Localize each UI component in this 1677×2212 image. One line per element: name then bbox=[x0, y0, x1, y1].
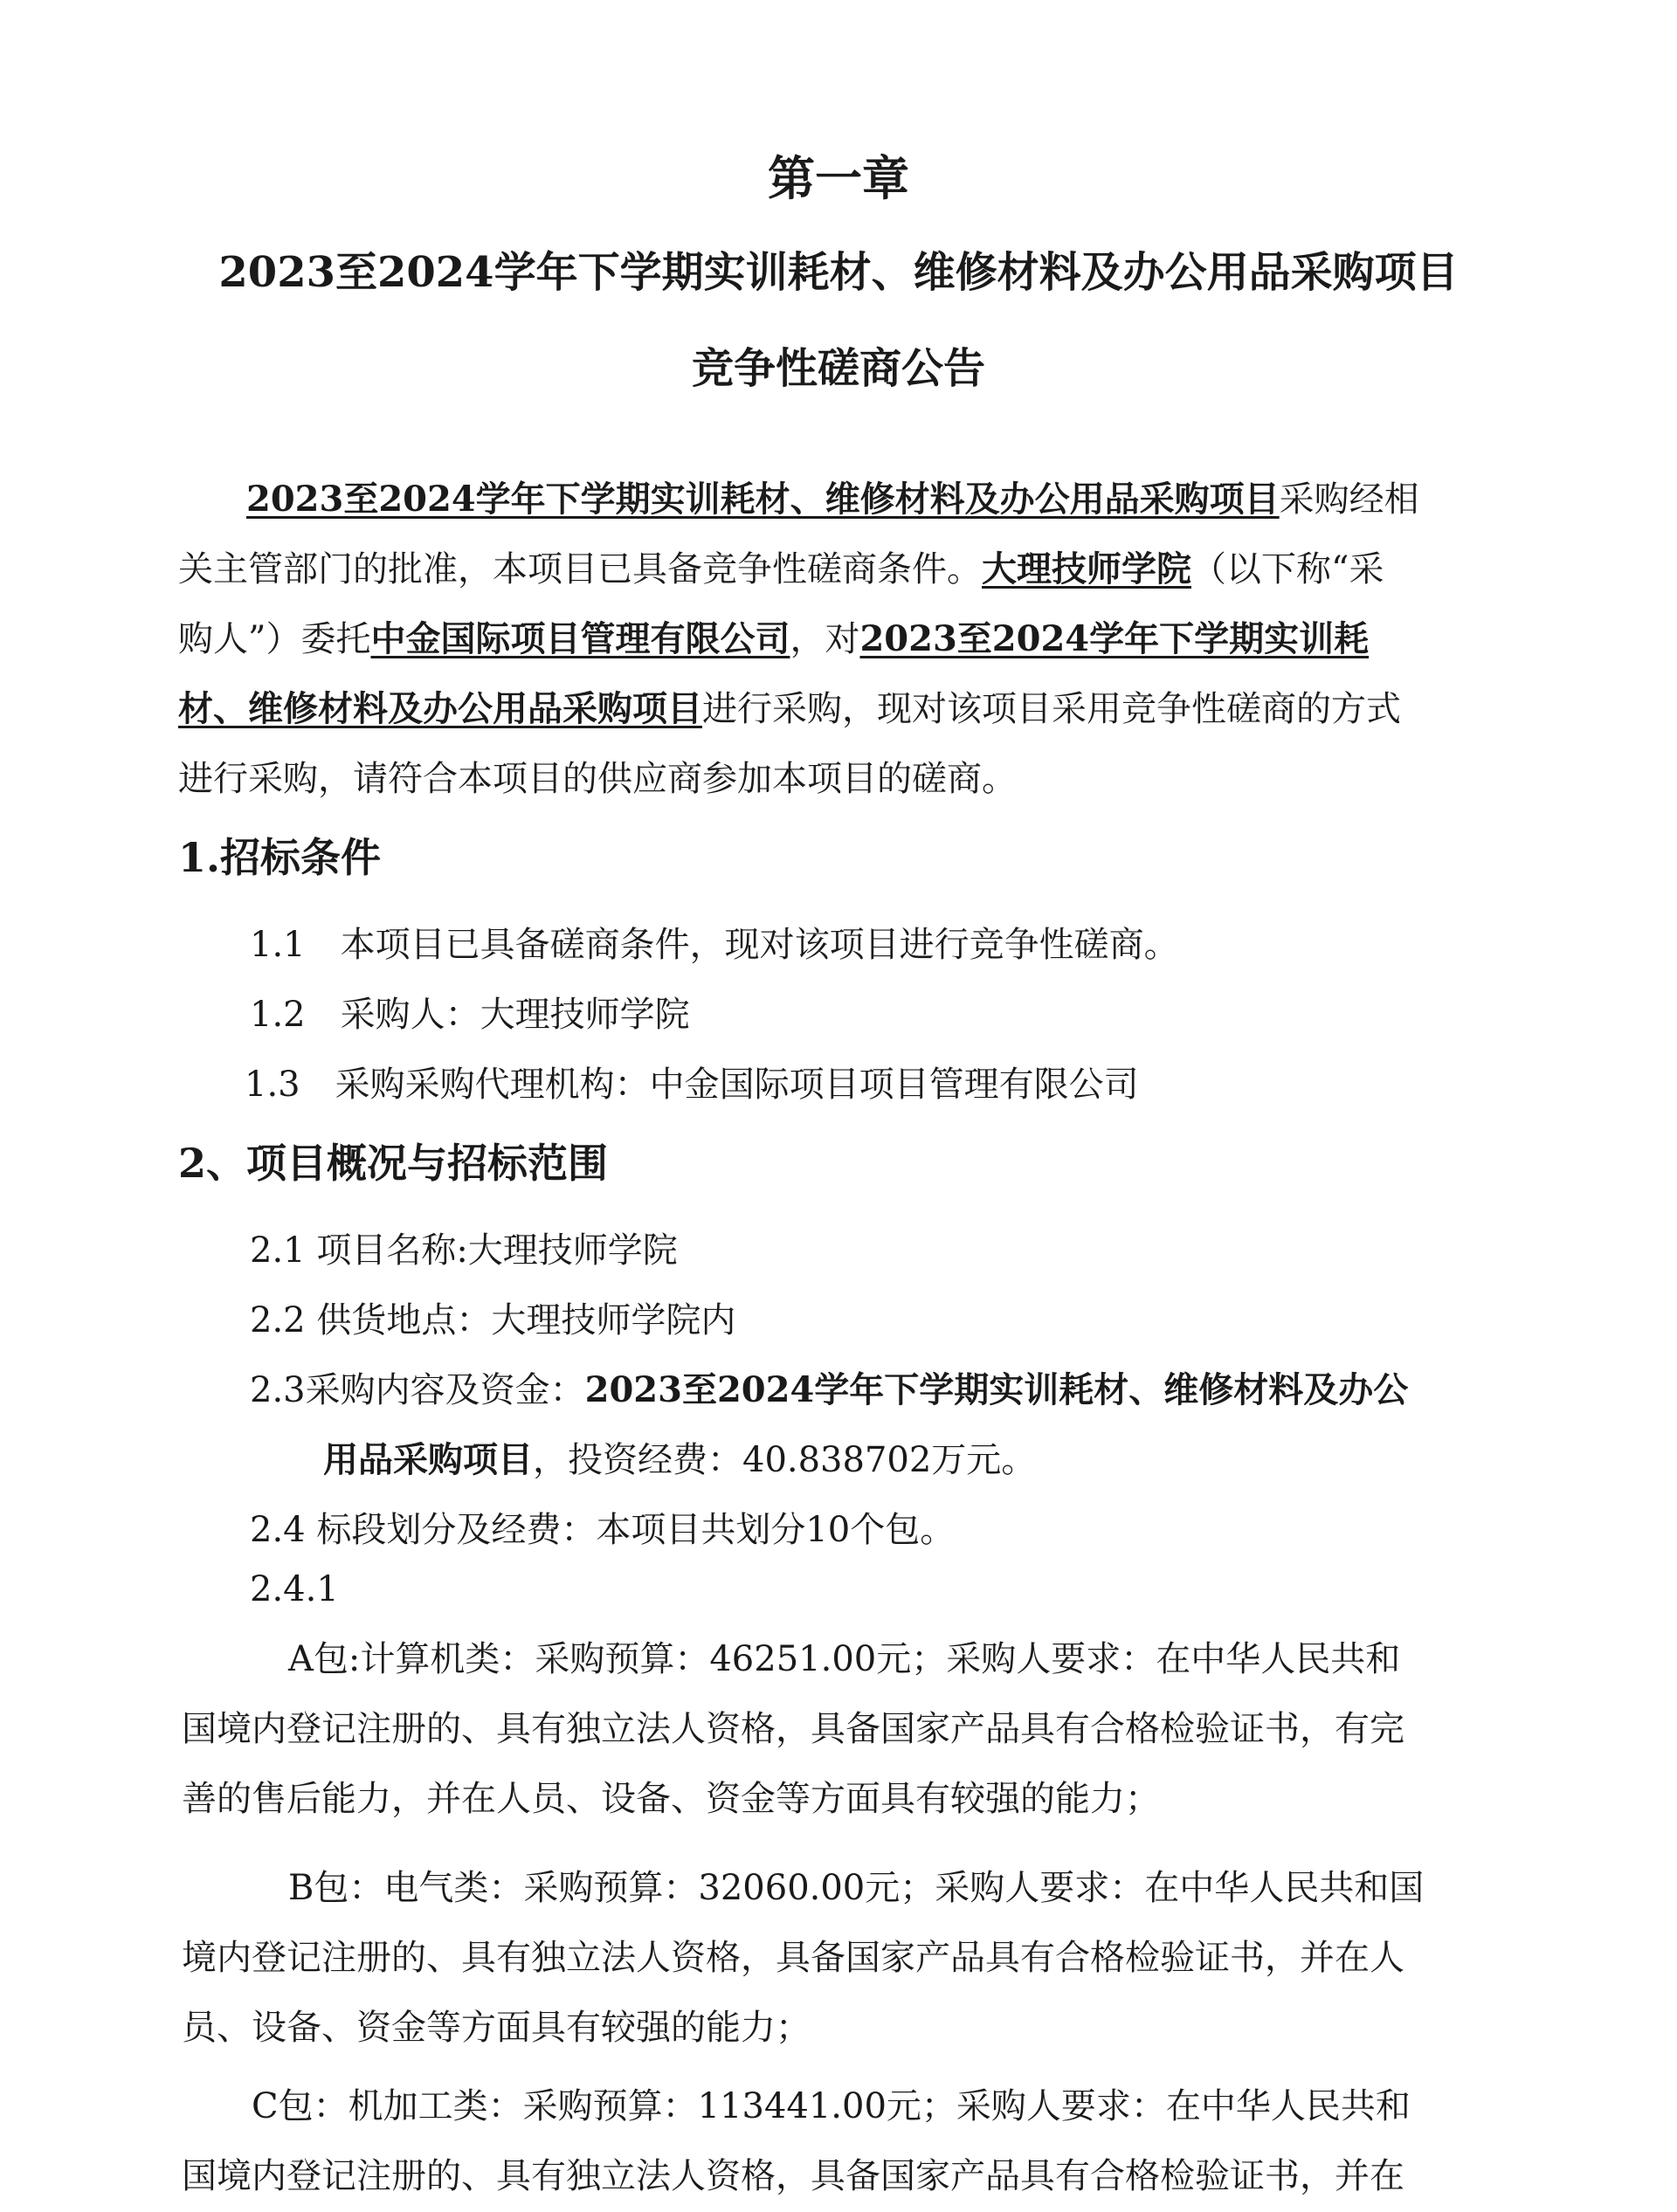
section-1-item: 1.2 采购人：大理技师学院 bbox=[250, 995, 690, 1035]
package-a-line: 国境内登记注册的、具有独立法人资格，具备国家产品具有合格检验证书，有完 bbox=[182, 1709, 1404, 1749]
agency-name: 中金国际项目管理有限公司 bbox=[370, 618, 790, 659]
section-2-item: 2.1 项目名称:大理技师学院 bbox=[250, 1230, 678, 1271]
project-name-part-b: 材、维修材料及办公用品采购项目 bbox=[178, 688, 702, 729]
package-c-line: 国境内登记注册的、具有独立法人资格，具备国家产品具有合格检验证书，并在 bbox=[182, 2156, 1404, 2196]
project-name-link: 2023至2024学年下学期实训耗材、维修材料及办公用品采购项目 bbox=[246, 479, 1280, 520]
package-a-line: 善的售后能力，并在人员、设备、资金等方面具有较强的能力； bbox=[182, 1779, 1160, 1819]
intro-line-1 bbox=[246, 479, 1419, 520]
intro-text: 关主管部门的批准，本项目已具备竞争性磋商条件。 bbox=[178, 549, 982, 589]
package-b-line: B包：电气类：采购预算：32060.00元；采购人要求：在中华人民共和国 bbox=[288, 1868, 1425, 1908]
title-line-1: 2023至2024学年下学期实训耗材、维修材料及办公用品采购项目 bbox=[218, 248, 1459, 297]
package-b-line: 员、设备、资金等方面具有较强的能力； bbox=[182, 2008, 811, 2048]
intro-line-4 bbox=[178, 688, 1401, 730]
section-2-item: 2.4 标段划分及经费：本项目共划分10个包。 bbox=[250, 1510, 956, 1550]
intro-text: 购人”）委托 bbox=[178, 619, 371, 659]
intro-text: 采购经相 bbox=[1279, 479, 1419, 520]
item-project-name: 2023至2024学年下学期实训耗材、维修材料及办公 bbox=[584, 1369, 1409, 1410]
package-b-line: 境内登记注册的、具有独立法人资格，具备国家产品具有合格检验证书，并在人 bbox=[182, 1938, 1404, 1978]
package-c-line: C包：机加工类：采购预算：113441.00元；采购人要求：在中华人民共和 bbox=[252, 2086, 1411, 2126]
package-a-line: A包:计算机类：采购预算：46251.00元；采购人要求：在中华人民共和 bbox=[288, 1639, 1401, 1679]
section-1-item: 1.3 采购采购代理机构：中金国际项目项目管理有限公司 bbox=[245, 1065, 1139, 1105]
section-2-item-2-3 bbox=[250, 1369, 1408, 1411]
title-line-2: 竞争性磋商公告 bbox=[691, 344, 985, 393]
intro-text: 进行采购，现对该项目采用竞争性磋商的方式 bbox=[702, 689, 1401, 729]
intro-line-5: 进行采购，请符合本项目的供应商参加本项目的磋商。 bbox=[178, 759, 1017, 799]
section-2-item: 2.4.1 bbox=[250, 1569, 339, 1609]
item-prefix: 2.3采购内容及资金： bbox=[250, 1370, 585, 1410]
section-2-item: 2.2 供货地点：大理技师学院内 bbox=[250, 1300, 736, 1340]
project-name-part-a: 2023至2024学年下学期实训耗 bbox=[859, 618, 1370, 659]
section-2-item-2-3-cont bbox=[323, 1439, 1036, 1481]
intro-line-2 bbox=[178, 548, 1384, 590]
section-2-heading: 2、项目概况与招标范围 bbox=[178, 1140, 609, 1187]
intro-text: ，对 bbox=[790, 619, 860, 659]
intro-line-3 bbox=[178, 618, 1369, 660]
purchaser-name: 大理技师学院 bbox=[982, 548, 1191, 589]
intro-text: （以下称“采 bbox=[1191, 549, 1384, 589]
section-1-heading: 1.招标条件 bbox=[178, 834, 382, 881]
section-1-item: 1.1 本项目已具备磋商条件，现对该项目进行竞争性磋商。 bbox=[250, 925, 1179, 965]
item-suffix: ，投资经费：40.838702万元。 bbox=[533, 1440, 1037, 1480]
item-project-name: 用品采购项目 bbox=[323, 1439, 533, 1480]
chapter-heading: 第一章 bbox=[768, 150, 909, 206]
